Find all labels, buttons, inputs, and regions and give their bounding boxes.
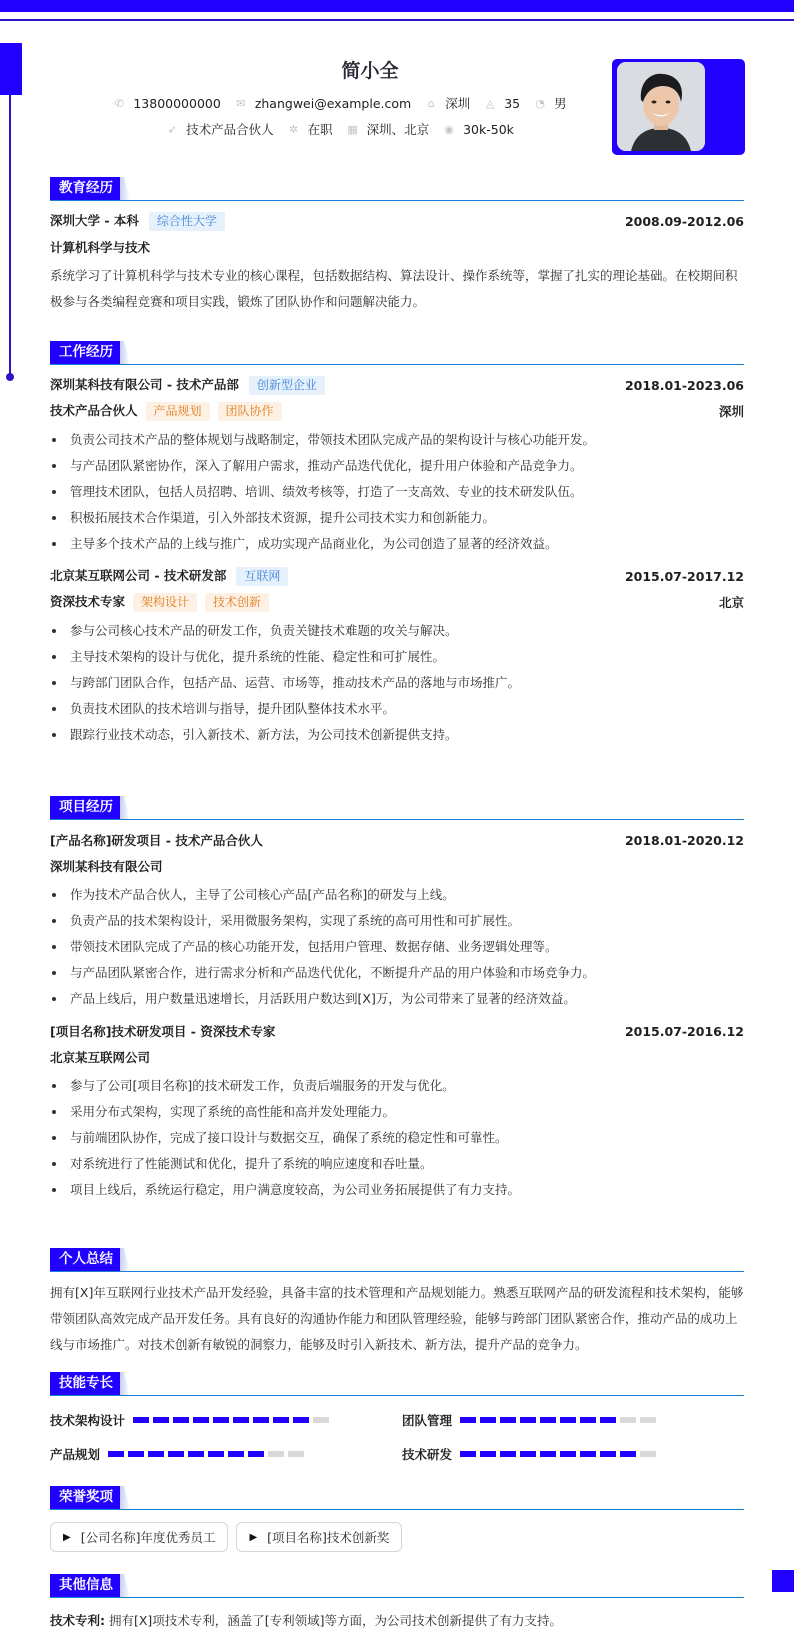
candidate-name: 简小全 xyxy=(341,60,399,82)
company-name: 深圳某科技有限公司 - 技术产品部 xyxy=(50,377,239,392)
skill-segment xyxy=(313,1417,329,1423)
right-accent-block xyxy=(772,1570,794,1592)
skill-segment xyxy=(480,1417,496,1423)
resume-header xyxy=(50,56,590,142)
skill-label: 技术架构设计 xyxy=(50,1413,126,1428)
section-header xyxy=(50,177,744,201)
list-item: 负责产品的技术架构设计，采用微服务架构，实现了系统的高可用性和可扩展性。 xyxy=(50,908,744,934)
job-date: 2015.07-2017.12 xyxy=(624,568,744,584)
contact-row-2 xyxy=(90,116,590,142)
skill-segment xyxy=(253,1417,269,1423)
project-date: 2018.01-2020.12 xyxy=(624,832,744,848)
projects-section xyxy=(50,796,744,1203)
list-item: 项目上线后，系统运行稳定，用户满意度较高，为公司业务拓展提供了有力支持。 xyxy=(50,1177,744,1203)
list-item: 与跨部门团队合作，包括产品、运营、市场等，推动技术产品的落地与市场推广。 xyxy=(50,670,744,696)
list-item: 与前端团队协作，完成了接口设计与数据交互，确保了系统的稳定性和可靠性。 xyxy=(50,1125,744,1151)
job-city: 北京 xyxy=(718,595,744,610)
home-icon: ⌂ xyxy=(427,96,435,110)
top-accent-line xyxy=(0,19,794,21)
job-city: 深圳 xyxy=(718,404,744,419)
project-name: [项目名称]技术研发项目 - 资深技术专家 xyxy=(50,1024,276,1039)
skill-segment xyxy=(540,1451,556,1457)
skill-segment xyxy=(168,1451,184,1457)
section-header xyxy=(50,1248,744,1272)
salary-item: ◉ 30k-50k xyxy=(444,121,514,137)
list-item: 产品上线后，用户数量迅速增长，月活跃用户数达到[X]万，为公司带来了显著的经济效益。 xyxy=(50,986,744,1012)
list-item: 负责技术团队的技术培训与指导，提升团队整体技术水平。 xyxy=(50,696,744,722)
awards-section xyxy=(50,1486,744,1552)
skills-section xyxy=(50,1372,744,1466)
left-accent-block xyxy=(0,43,22,95)
job-entry xyxy=(50,372,744,557)
email-item: ✉ zhangwei@example.com xyxy=(236,95,412,111)
section-title-tail xyxy=(120,1574,130,1597)
award-item: ▶ [公司名称]年度优秀员工 xyxy=(50,1522,228,1552)
section-title: 荣誉奖项 xyxy=(50,1486,122,1509)
summary-section xyxy=(50,1248,744,1358)
patent-text: 拥有[X]项技术专利，涵盖了[专利领域]等方面，为公司技术创新提供了有力支持。 xyxy=(108,1613,563,1628)
list-item: 参与了公司[项目名称]的技术研发工作，负责后端服务的开发与优化。 xyxy=(50,1073,744,1099)
skill-item xyxy=(402,1408,744,1432)
list-item: 积极拓展技术合作渠道，引入外部技术资源，提升公司技术实力和创新能力。 xyxy=(50,505,744,531)
section-title-tail xyxy=(120,177,130,200)
phone-icon: ✆ xyxy=(114,96,124,110)
skill-segment xyxy=(520,1451,536,1457)
company-name: 北京某互联网公司 - 技术研发部 xyxy=(50,568,227,583)
skill-segment xyxy=(580,1417,596,1423)
role-tag: 团队协作 xyxy=(218,402,282,421)
skill-segment xyxy=(213,1417,229,1423)
age-icon: ◬ xyxy=(485,96,495,110)
patent-label: 技术专利: xyxy=(50,1613,105,1628)
list-item: 与产品团队紧密协作，深入了解用户需求，推动产品迭代优化，提升用户体验和产品竞争力。 xyxy=(50,453,744,479)
skill-item xyxy=(402,1442,744,1466)
skill-segment xyxy=(560,1417,576,1423)
other-section xyxy=(50,1574,744,1634)
job-role: 资深技术专家 xyxy=(50,594,126,609)
skill-segment xyxy=(188,1451,204,1457)
skill-segment xyxy=(248,1451,264,1457)
skill-segment xyxy=(153,1417,169,1423)
building-icon: ▦ xyxy=(347,122,358,136)
play-triangle-icon: ▶ xyxy=(63,1531,71,1543)
project-entry xyxy=(50,1018,744,1203)
skill-segment xyxy=(620,1417,636,1423)
list-item: 作为技术产品合伙人，主导了公司核心产品[产品名称]的研发与上线。 xyxy=(50,882,744,908)
avatar xyxy=(617,62,705,151)
section-title: 项目经历 xyxy=(50,796,122,819)
section-title: 其他信息 xyxy=(50,1574,122,1597)
phone-item: ✆ 13800000000 xyxy=(114,95,221,111)
skill-segment xyxy=(148,1451,164,1457)
project-entry xyxy=(50,827,744,1012)
skill-segment xyxy=(208,1451,224,1457)
left-accent-line xyxy=(9,95,11,376)
target-city-item: ▦ 深圳、北京 xyxy=(347,122,430,137)
skill-segment xyxy=(133,1417,149,1423)
section-title: 教育经历 xyxy=(50,177,122,200)
play-triangle-icon: ▶ xyxy=(249,1531,258,1543)
skill-segment xyxy=(228,1451,244,1457)
gender-item: ◔ 男 xyxy=(535,96,567,111)
section-header xyxy=(50,1574,744,1598)
city-item: ⌂ 深圳 xyxy=(425,94,470,112)
skill-label: 产品规划 xyxy=(50,1447,101,1462)
skill-segment xyxy=(500,1451,516,1457)
skills-grid xyxy=(50,1408,744,1466)
project-bullets xyxy=(50,882,744,1012)
job-bullets xyxy=(50,618,744,748)
summary-text: 拥有[X]年互联网行业技术产品开发经验，具备丰富的技术管理和产品规划能力。熟悉互联网产品的研发流程和技术架构，能够带领团队高效完成产品开发任务。具有良好的沟通协作能力和团队管理经验，能够与跨部门团队紧密合作，推动产品的成功上线与市场推广。对技术创新有敏锐的洞察力，能够及时引入新技术、新方法，提升产品的竞争力。 xyxy=(50,1285,744,1352)
salary-icon: ◉ xyxy=(444,122,454,136)
skill-segment xyxy=(580,1451,596,1457)
section-title: 个人总结 xyxy=(50,1248,122,1271)
mail-icon: ✉ xyxy=(236,96,246,110)
skill-segment xyxy=(128,1451,144,1457)
company-tag: 创新型企业 xyxy=(249,376,325,395)
list-item: 与产品团队紧密合作，进行需求分析和产品迭代优化，不断提升产品的用户体验和市场竞争力。 xyxy=(50,960,744,986)
section-title: 工作经历 xyxy=(50,341,122,364)
list-item: 采用分布式架构，实现了系统的高性能和高并发处理能力。 xyxy=(50,1099,744,1125)
section-title-tail xyxy=(120,1486,130,1509)
skill-level-bar xyxy=(460,1451,660,1457)
work-section xyxy=(50,341,744,748)
section-title-tail xyxy=(120,1248,130,1271)
role-tag: 产品规划 xyxy=(146,402,210,421)
skill-segment xyxy=(560,1451,576,1457)
section-header xyxy=(50,1486,744,1510)
school-tag: 综合性大学 xyxy=(149,212,225,231)
list-item: 负责公司技术产品的整体规划与战略制定，带领技术团队完成产品的架构设计与核心功能开发。 xyxy=(50,427,744,453)
skill-item xyxy=(50,1442,402,1466)
major: 计算机科学与技术 xyxy=(50,240,151,255)
list-item: 主导多个技术产品的上线与推广，成功实现产品商业化，为公司创造了显著的经济效益。 xyxy=(50,531,744,557)
skill-level-bar xyxy=(133,1417,333,1423)
section-title-tail xyxy=(120,1372,130,1395)
gender-icon: ◔ xyxy=(535,96,545,110)
section-title: 技能专长 xyxy=(50,1372,122,1395)
skill-segment xyxy=(640,1417,656,1423)
skill-segment xyxy=(480,1451,496,1457)
photo-frame xyxy=(612,59,745,155)
skill-segment xyxy=(460,1451,476,1457)
job-entry xyxy=(50,563,744,748)
job-role: 技术产品合伙人 xyxy=(50,403,138,418)
skill-label: 技术研发 xyxy=(402,1447,453,1462)
skill-segment xyxy=(600,1451,616,1457)
left-accent-dot xyxy=(6,373,14,381)
skill-label: 团队管理 xyxy=(402,1413,453,1428)
status-icon: ✲ xyxy=(288,122,299,136)
award-item: ▶ [项目名称]技术创新奖 xyxy=(236,1522,402,1552)
project-name: [产品名称]研发项目 - 技术产品合伙人 xyxy=(50,833,263,848)
project-company: 深圳某科技有限公司 xyxy=(50,859,163,874)
section-title-tail xyxy=(120,796,130,819)
section-title-tail xyxy=(120,341,130,364)
awards-list xyxy=(50,1522,744,1552)
skill-segment xyxy=(268,1451,284,1457)
list-item: 跟踪行业技术动态，引入新技术、新方法，为公司技术创新提供支持。 xyxy=(50,722,744,748)
avatar-portrait-icon xyxy=(617,62,705,151)
education-section xyxy=(50,177,744,315)
education-row xyxy=(50,208,744,234)
role-tag: 架构设计 xyxy=(133,593,197,612)
education-date: 2008.09-2012.06 xyxy=(624,213,744,229)
project-company: 北京某互联网公司 xyxy=(50,1050,151,1065)
job-bullets xyxy=(50,427,744,557)
list-item: 带领技术团队完成了产品的核心功能开发，包括用户管理、数据存储、业务逻辑处理等。 xyxy=(50,934,744,960)
skill-segment xyxy=(600,1417,616,1423)
list-item: 对系统进行了性能测试和优化，提升了系统的响应速度和吞吐量。 xyxy=(50,1151,744,1177)
skill-item xyxy=(50,1408,402,1432)
patent-info xyxy=(50,1608,744,1634)
section-header xyxy=(50,796,744,820)
skill-segment xyxy=(288,1451,304,1457)
skill-level-bar xyxy=(108,1451,308,1457)
age-item: ◬ 35 xyxy=(485,95,521,111)
education-description: 系统学习了计算机科学与技术专业的核心课程，包括数据结构、算法设计、操作系统等，掌握了扎实的理论基础。在校期间积极参与各类编程竞赛和项目实践，锻炼了团队协作和问题解决能力。 xyxy=(50,268,738,309)
skill-segment xyxy=(233,1417,249,1423)
status-item: ✲ 在职 xyxy=(288,122,333,137)
list-item: 管理技术团队，包括人员招聘、培训、绩效考核等，打造了一支高效、专业的技术研发队伍。 xyxy=(50,479,744,505)
send-icon: ➶ xyxy=(167,122,177,136)
list-item: 主导技术架构的设计与优化，提升系统的性能、稳定性和可扩展性。 xyxy=(50,644,744,670)
section-header xyxy=(50,341,744,365)
skill-segment xyxy=(540,1417,556,1423)
project-bullets xyxy=(50,1073,744,1203)
school-name: 深圳大学 - 本科 xyxy=(50,213,139,228)
skill-segment xyxy=(193,1417,209,1423)
top-accent-bar xyxy=(0,0,794,12)
skill-segment xyxy=(108,1451,124,1457)
contact-row-1 xyxy=(90,90,590,116)
skill-level-bar xyxy=(460,1417,660,1423)
skill-segment xyxy=(500,1417,516,1423)
skill-segment xyxy=(520,1417,536,1423)
skill-segment xyxy=(173,1417,189,1423)
skill-segment xyxy=(293,1417,309,1423)
role-tag: 技术创新 xyxy=(205,593,269,612)
list-item: 参与公司核心技术产品的研发工作，负责关键技术难题的攻关与解决。 xyxy=(50,618,744,644)
skill-segment xyxy=(460,1417,476,1423)
section-header xyxy=(50,1372,744,1396)
company-tag: 互联网 xyxy=(236,567,288,586)
job-date: 2018.01-2023.06 xyxy=(624,377,744,393)
project-date: 2015.07-2016.12 xyxy=(624,1023,744,1039)
skill-segment xyxy=(273,1417,289,1423)
position-item: ➶ 技术产品合伙人 xyxy=(167,122,274,137)
skill-segment xyxy=(640,1451,656,1457)
skill-segment xyxy=(620,1451,636,1457)
